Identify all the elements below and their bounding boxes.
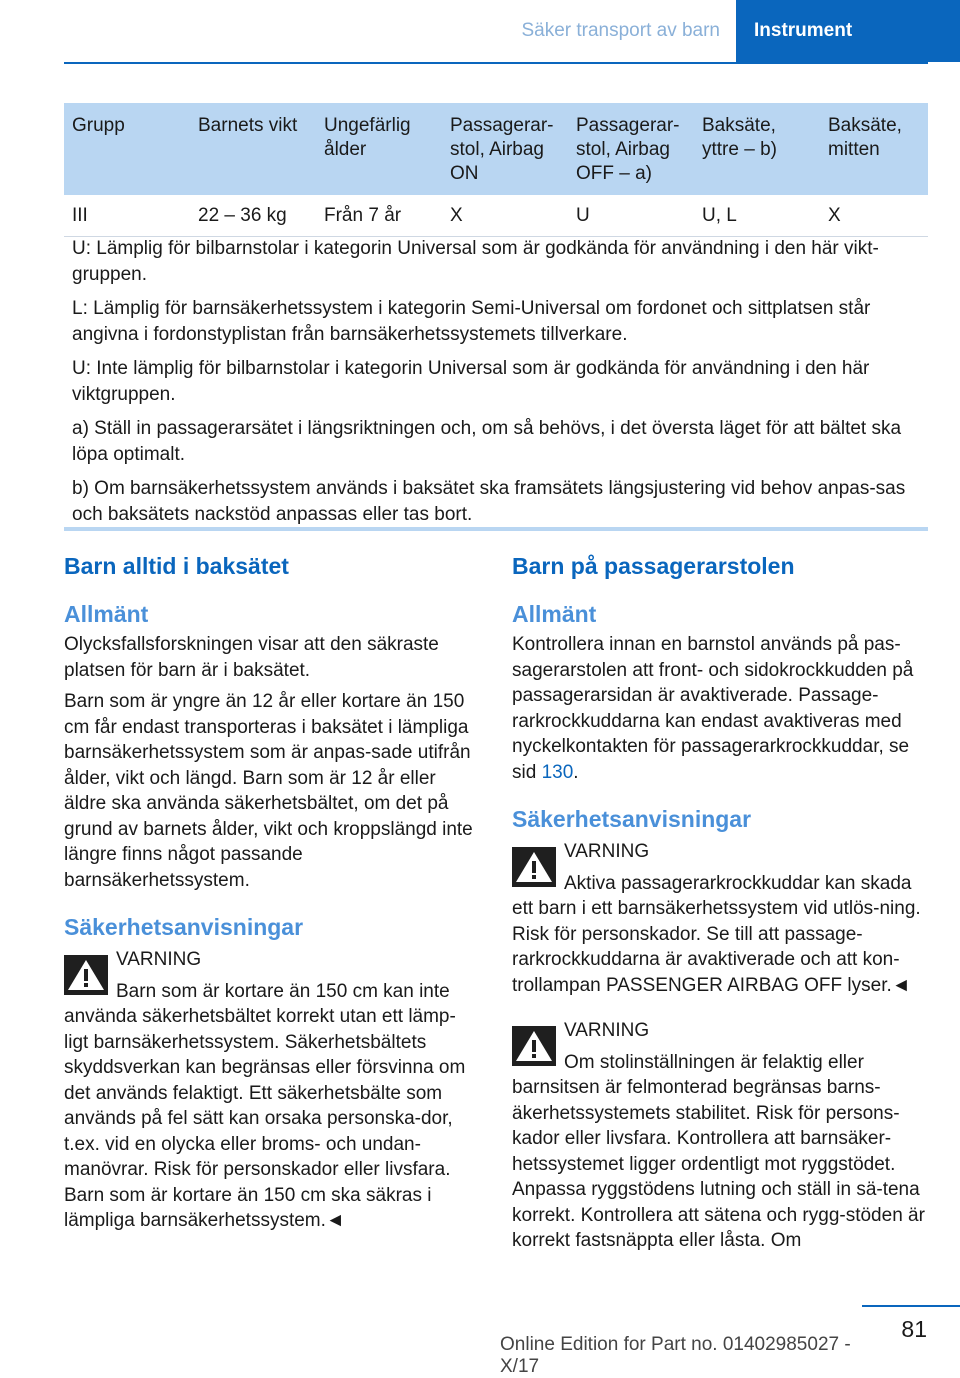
table-header: Baksäte, mitten bbox=[820, 103, 928, 195]
table-note: L: Lämplig för barnsäkerhetssystem i kategorin Semi-Universal om fordonet och sittplatsen står angivna i fordonstyplistan från barnsäkerhetssystemets tillverkare. bbox=[72, 298, 871, 345]
section-heading: Barn alltid i baksätet bbox=[64, 553, 289, 579]
section-title: Säker transport av barn bbox=[521, 20, 720, 41]
table-note: U: Lämplig för bilbarnstolar i kategorin Universal som är godkända för användning i den här vikt-gruppen. bbox=[72, 238, 879, 285]
left-column bbox=[64, 548, 478, 1240]
table-cell: 22 – 36 kg bbox=[190, 195, 316, 237]
edition-text: Online Edition for Part no. 01402985027 - X/17 bbox=[500, 1334, 851, 1377]
warning-icon bbox=[512, 1026, 556, 1066]
page-link[interactable]: 130 bbox=[541, 761, 574, 783]
table-bottom-rule bbox=[64, 527, 928, 531]
subheading: Allmänt bbox=[512, 601, 597, 627]
warning-text: Om stolinställningen är felaktig eller barnsitsen är felmonterad begränsas barns-äkerhetssystemets stabilitet. Risk för persons-kador eller livsfara. Kontrollera att barnsäker-hetssystemet ligger ordentligt mot ryggstödet. Anpassa ryggstödens lutning och ställ in sä-tena korrekt. Kontrollera att sätena och rygg-stöden är korrekt fastsnäppta eller låsta. Om bbox=[512, 1051, 925, 1251]
child-seat-table bbox=[64, 103, 928, 237]
subheading: Säkerhetsanvisningar bbox=[64, 914, 304, 940]
table-cell: Från 7 år bbox=[316, 195, 442, 237]
table-cell: X bbox=[820, 195, 928, 237]
warning-block bbox=[512, 1016, 926, 1254]
paragraph-text: . bbox=[573, 761, 579, 783]
table-note: U: Inte lämplig för bilbarnstolar i kategorin Universal som är godkända för användning i den här viktgruppen. bbox=[72, 358, 870, 405]
warning-text: Aktiva passagerarkrockkuddar kan skada ett barn i ett barnsäkerhetssystem vid utlös-ning. Risk för personskador. Se till att passage-rarkrockkuddarna är avaktiverade och att kon-trollampan PASSENGER AIRBAG OFF lyser.◄ bbox=[512, 872, 921, 996]
table-cell: III bbox=[64, 195, 190, 237]
warning-title: VARNING bbox=[116, 949, 202, 970]
header-rule bbox=[64, 62, 928, 64]
page-header bbox=[0, 0, 960, 62]
page-number: 81 bbox=[901, 1316, 927, 1342]
table-notes bbox=[64, 236, 928, 536]
warning-text: Barn som är kortare än 150 cm kan inte använda säkerhetsbältet korrekt utan ett lämp-ligt barnsäkerhetssystem. Säkerhetsbältets skyddsverkan kan begränsas eller försvinna om det används felaktigt. Ett säkerhetsbälte som används på fel sätt kan orsaka personska-dor, t.ex. vid en olycka eller broms- och undan-manövrar. Risk för personskador eller livsfara. Barn som är kortare än 150 cm ska säkras i lämpliga barnsäkerhetssystem.◄ bbox=[64, 980, 466, 1231]
paragraph bbox=[512, 632, 926, 785]
section-heading: Barn på passagerarstolen bbox=[512, 553, 795, 579]
right-column bbox=[512, 548, 926, 1260]
warning-icon bbox=[512, 847, 556, 887]
table-cell: U, L bbox=[694, 195, 820, 237]
table-header: Ungefärlig ålder bbox=[316, 103, 442, 195]
table-note: b) Om barnsäkerhetssystem används i baksätet ska framsätets längsjustering vid behov anpas-sas och baksätets nackstöd anpassas eller tas bort. bbox=[72, 478, 906, 525]
warning-title: VARNING bbox=[564, 1020, 650, 1041]
table-row bbox=[64, 195, 928, 237]
paragraph: Barn som är yngre än 12 år eller kortare än 150 cm får endast transporteras i baksätet i lämpliga barnsäkerhetssystem som är anpas-sade utifrån ålder, vikt och längd. Barn som är 12 år eller äldre ska använda säkerhetsbältet, om det på grund av barnets ålder, vikt och kroppslängd inte längre finns något passande barnsäkerhetssystem. bbox=[64, 691, 473, 891]
table-cell: X bbox=[442, 195, 568, 237]
warning-block bbox=[64, 945, 478, 1234]
table-cell: U bbox=[568, 195, 694, 237]
table-header-row bbox=[64, 103, 928, 195]
warning-icon bbox=[64, 955, 108, 995]
warning-block bbox=[512, 837, 926, 998]
paragraph-text: Kontrollera innan en barnstol används på pas-sagerarstolen att front- och sidokrockkudden på passagerarsidan är avaktiverade. Passage-rarkrockkuddarna kan endast avaktiveras med nyckelkontakten för passagerarkrockkuddar, se sid bbox=[512, 634, 914, 783]
chapter-tab: Instrument bbox=[736, 0, 960, 62]
footer-rule bbox=[862, 1305, 960, 1307]
paragraph: Olycksfallsforskningen visar att den säkraste platsen för barn är i baksätet. bbox=[64, 634, 439, 681]
subheading: Säkerhetsanvisningar bbox=[512, 806, 752, 832]
warning-title: VARNING bbox=[564, 841, 650, 862]
table-header: Passagerar-stol, Airbag OFF – a) bbox=[568, 103, 694, 195]
table-header: Grupp bbox=[64, 103, 190, 195]
table-header: Baksäte, yttre – b) bbox=[694, 103, 820, 195]
table-header: Passagerar-stol, Airbag ON bbox=[442, 103, 568, 195]
subheading: Allmänt bbox=[64, 601, 149, 627]
table-header: Barnets vikt bbox=[190, 103, 316, 195]
table-note: a) Ställ in passagerarsätet i längsriktningen och, om så behövs, i det översta läget för att bältet ska löpa optimalt. bbox=[72, 418, 902, 465]
